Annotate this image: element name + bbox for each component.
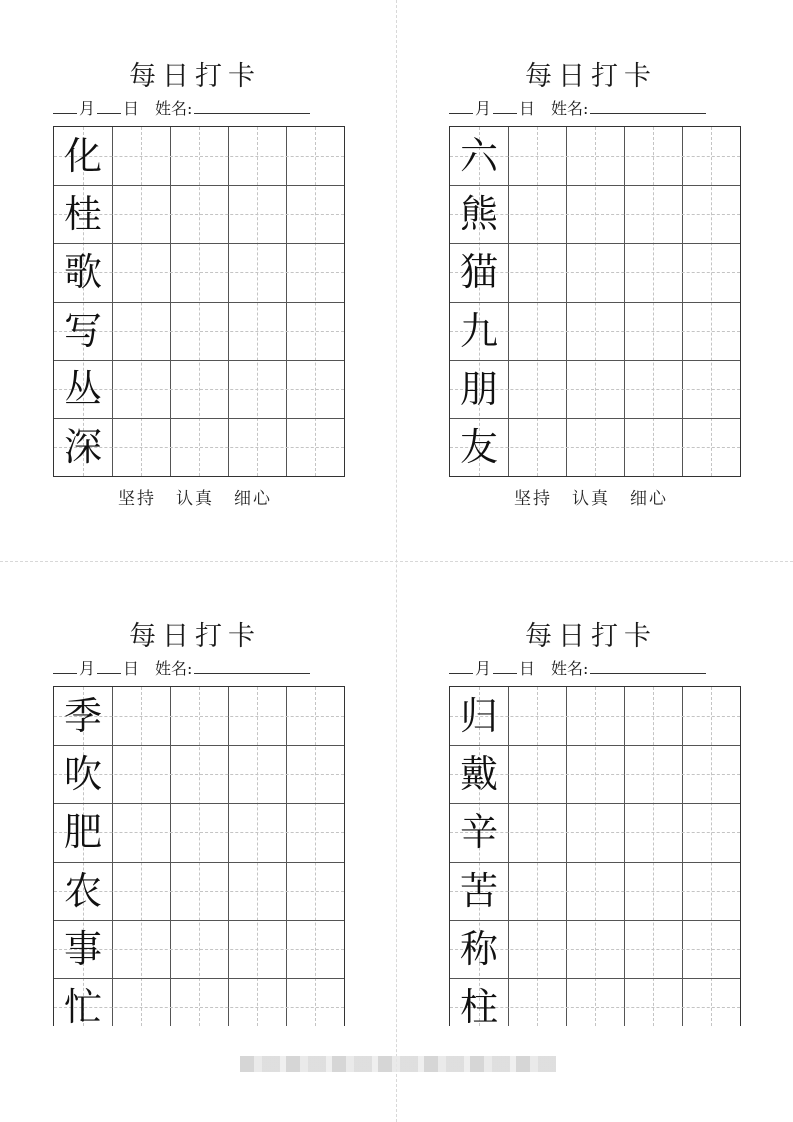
grid-line-vertical xyxy=(566,687,567,1026)
model-character: 九 xyxy=(459,308,498,353)
model-character: 忙 xyxy=(63,984,102,1026)
grid-guide-vertical xyxy=(653,687,654,1026)
footer-word: 坚持 xyxy=(514,489,552,509)
practice-grid xyxy=(449,686,741,1026)
grid-line-vertical xyxy=(508,687,509,1026)
practice-grid-wrap xyxy=(449,126,741,478)
model-character: 戴 xyxy=(459,752,498,797)
model-character: 苦 xyxy=(459,868,498,913)
day-blank[interactable] xyxy=(493,98,517,114)
date-name-line xyxy=(449,98,739,122)
model-character: 友 xyxy=(459,424,498,469)
day-blank[interactable] xyxy=(97,658,121,674)
grid-line-vertical xyxy=(682,687,683,1026)
model-character: 归 xyxy=(459,694,498,738)
model-character: 事 xyxy=(63,926,102,971)
month-label: 月 xyxy=(475,659,492,678)
name-label: 姓名: xyxy=(551,659,589,678)
horizontal-cut-line xyxy=(0,561,793,562)
name-blank[interactable] xyxy=(590,98,706,114)
model-character: 猫 xyxy=(459,250,498,295)
grid-guide-vertical xyxy=(141,687,142,1026)
footer-word: 坚持 xyxy=(118,489,156,509)
day-label: 日 xyxy=(519,659,536,678)
practice-grid-wrap xyxy=(449,686,741,1026)
model-character: 熊 xyxy=(459,192,498,237)
grid-guide-vertical xyxy=(711,687,712,1026)
day-label: 日 xyxy=(123,659,140,678)
name-blank[interactable] xyxy=(194,98,310,114)
month-label: 月 xyxy=(475,99,492,118)
month-label: 月 xyxy=(79,659,96,678)
grid-guide-vertical xyxy=(595,687,596,1026)
month-blank[interactable] xyxy=(449,98,473,114)
model-character: 农 xyxy=(63,868,102,913)
day-label: 日 xyxy=(123,99,140,118)
month-label: 月 xyxy=(79,99,96,118)
model-character: 朋 xyxy=(459,366,498,411)
date-name-line xyxy=(53,98,343,122)
month-blank[interactable] xyxy=(53,658,77,674)
model-character: 桂 xyxy=(63,192,102,237)
card-title: 每日打卡 xyxy=(129,621,261,652)
name-label: 姓名: xyxy=(551,99,589,118)
date-name-line xyxy=(53,658,343,682)
month-blank[interactable] xyxy=(449,658,473,674)
card-title: 每日打卡 xyxy=(525,621,657,652)
footer-word: 认真 xyxy=(572,489,610,509)
name-blank[interactable] xyxy=(590,658,706,674)
model-character: 写 xyxy=(63,308,102,353)
model-character: 肥 xyxy=(63,810,102,855)
grid-guide-vertical xyxy=(199,687,200,1026)
card-title: 每日打卡 xyxy=(525,61,657,92)
practice-grid xyxy=(53,126,345,477)
grid-guide-vertical xyxy=(257,687,258,1026)
practice-grid xyxy=(449,126,741,477)
grid-guide-vertical xyxy=(537,687,538,1026)
date-name-line xyxy=(449,658,739,682)
model-character: 季 xyxy=(63,694,102,738)
month-blank[interactable] xyxy=(53,98,77,114)
blurred-watermark xyxy=(240,1056,556,1072)
model-character: 化 xyxy=(63,134,102,178)
day-label: 日 xyxy=(519,99,536,118)
grid-line-vertical xyxy=(624,687,625,1026)
card-title: 每日打卡 xyxy=(129,61,261,92)
model-character: 吹 xyxy=(63,752,102,797)
footer-word: 认真 xyxy=(176,489,214,509)
model-character: 称 xyxy=(459,926,498,971)
name-label: 姓名: xyxy=(155,659,193,678)
grid-line-vertical xyxy=(170,687,171,1026)
grid-line-vertical xyxy=(228,687,229,1026)
grid-line-vertical xyxy=(286,687,287,1026)
model-character: 柱 xyxy=(459,984,498,1026)
grid-line-vertical xyxy=(112,687,113,1026)
name-label: 姓名: xyxy=(155,99,193,118)
model-character: 歌 xyxy=(63,250,102,295)
practice-grid-wrap xyxy=(53,126,345,478)
footer-word: 细心 xyxy=(234,489,272,509)
name-blank[interactable] xyxy=(194,658,310,674)
grid-guide-vertical xyxy=(315,687,316,1026)
model-character: 辛 xyxy=(459,810,498,855)
card-footer xyxy=(45,484,345,509)
model-character: 深 xyxy=(63,424,102,469)
practice-grid xyxy=(53,686,345,1026)
day-blank[interactable] xyxy=(493,658,517,674)
card-footer xyxy=(441,484,741,509)
practice-grid-wrap xyxy=(53,686,345,1026)
footer-word: 细心 xyxy=(630,489,668,509)
day-blank[interactable] xyxy=(97,98,121,114)
model-character: 丛 xyxy=(63,366,102,411)
model-character: 六 xyxy=(459,134,498,178)
